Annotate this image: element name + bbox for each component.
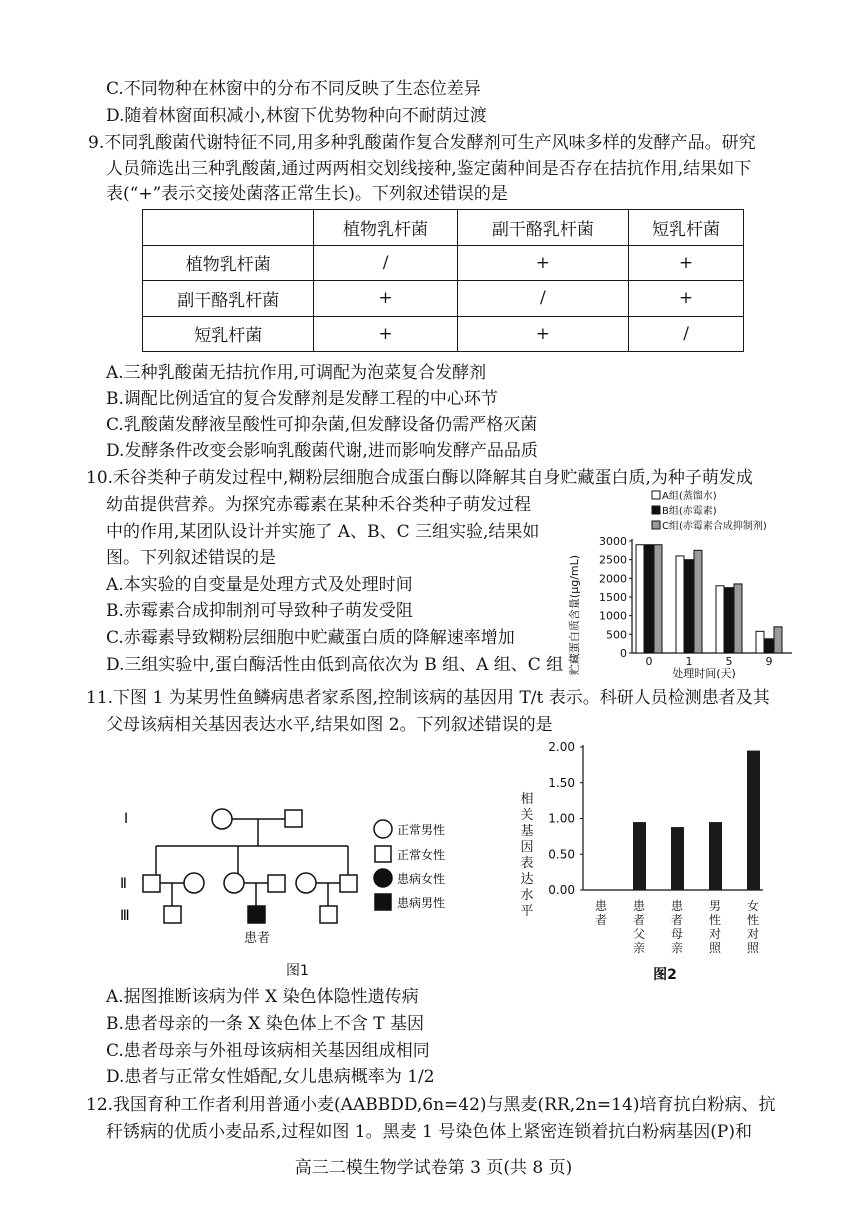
q9-option-b: B.调配比例适宜的复合发酵剂是发酵工程的中心环节 bbox=[106, 389, 498, 409]
q11-option-b: B.患者母亲的一条 X 染色体上不含 T 基因 bbox=[106, 1014, 424, 1034]
q9-result-table bbox=[142, 209, 744, 352]
normal-male-icon bbox=[296, 873, 316, 893]
normal-male-icon bbox=[212, 809, 232, 829]
y-tick-label: 2500 bbox=[599, 553, 627, 567]
q11-stem-line1: 11.下图 1 为某男性鱼鳞病患者家系图,控制该病的基因用 T/t 表示。科研人员检测患者及其 bbox=[86, 688, 770, 708]
table-cell: + bbox=[314, 281, 457, 317]
pedigree-lines bbox=[156, 819, 348, 906]
bar bbox=[685, 560, 693, 653]
x-tick-label: 1 bbox=[685, 655, 693, 668]
category-labels bbox=[595, 898, 760, 955]
normal-female-icon bbox=[340, 875, 357, 892]
y-tick-label: 1.00 bbox=[548, 811, 575, 826]
q12-stem-line1: 12.我国育种工作者利用普通小麦(AABBDD,6n=42)与黑麦(RR,2n=14)培育抗白粉病、抗 bbox=[86, 1095, 776, 1115]
table-header-row bbox=[143, 210, 744, 246]
y-label-char: 关 bbox=[520, 808, 534, 823]
y-axis-label bbox=[520, 791, 533, 919]
table-header: 副干酪乳杆菌 bbox=[457, 210, 628, 246]
bar bbox=[676, 556, 684, 653]
generation-label: Ⅰ bbox=[124, 811, 129, 827]
table-cell: + bbox=[457, 245, 628, 281]
table-row bbox=[143, 245, 744, 281]
affected-male-icon bbox=[375, 894, 391, 910]
bar bbox=[694, 550, 702, 653]
normal-female-icon bbox=[285, 810, 302, 827]
q8-option-d: D.随着林窗面积减小,林窗下优势物种向不耐荫过渡 bbox=[106, 106, 487, 126]
table-cell: / bbox=[457, 281, 628, 317]
x-tick-label: 女性对照 bbox=[746, 899, 760, 955]
y-label-char: 相 bbox=[520, 792, 534, 807]
legend-label: 患病男性 bbox=[397, 896, 446, 910]
normal-female-icon bbox=[375, 846, 391, 862]
x-tick-label: 5 bbox=[725, 655, 733, 668]
normal-male-icon bbox=[374, 820, 392, 838]
x-tick-label: 患者母亲 bbox=[670, 899, 684, 955]
pedigree-figure bbox=[110, 795, 460, 980]
y-tick-label: 500 bbox=[606, 628, 627, 642]
bar bbox=[716, 586, 724, 653]
table-cell: 短乳杆菌 bbox=[143, 316, 314, 352]
figure-caption: 图1 bbox=[286, 963, 309, 979]
table-row bbox=[143, 316, 744, 352]
q10-option-b: B.赤霉素合成抑制剂可导致种子萌发受阻 bbox=[106, 601, 413, 621]
q10-option-c: C.赤霉素导致糊粉层细胞中贮藏蛋白质的降解速率增加 bbox=[106, 628, 515, 648]
table-header: 短乳杆菌 bbox=[629, 210, 744, 246]
q10-option-d: D.三组实验中,蛋白酶活性由低到高依次为 B 组、A 组、C 组 bbox=[106, 655, 564, 675]
normal-female-icon bbox=[143, 875, 160, 892]
chart-title: 图2 bbox=[653, 967, 677, 983]
chart-axes bbox=[548, 740, 763, 897]
y-tick-label: 0.00 bbox=[548, 883, 575, 897]
y-tick-label: 1.50 bbox=[548, 775, 575, 790]
legend-label: 患病女性 bbox=[397, 872, 446, 886]
table-cell: + bbox=[629, 245, 744, 281]
bar bbox=[636, 545, 644, 653]
y-axis-label: 贮藏蛋白质含量(μg/mL) bbox=[568, 554, 581, 676]
y-label-char: 平 bbox=[520, 904, 534, 919]
chart-bars bbox=[636, 545, 782, 653]
table-cell: + bbox=[457, 316, 628, 352]
q11-stem-line2: 父母该病相关基因表达水平,结果如图 2。下列叙述错误的是 bbox=[106, 715, 553, 735]
q10-stem-line4: 图。下列叙述错误的是 bbox=[106, 548, 276, 568]
bar bbox=[709, 822, 722, 890]
bar bbox=[671, 827, 684, 890]
q10-option-a: A.本实验的自变量是处理方式及处理时间 bbox=[106, 575, 413, 595]
normal-female-icon bbox=[320, 906, 337, 923]
table-header: 植物乳杆菌 bbox=[314, 210, 457, 246]
bar bbox=[725, 588, 733, 653]
chart-legend bbox=[652, 490, 767, 532]
table-cell: 植物乳杆菌 bbox=[143, 245, 314, 281]
table-row bbox=[143, 281, 744, 317]
table-cell: + bbox=[629, 281, 744, 317]
legend-label: C组(赤霉素合成抑制剂) bbox=[662, 521, 767, 532]
bar bbox=[734, 584, 742, 653]
bar bbox=[645, 545, 653, 653]
y-tick-label: 2000 bbox=[599, 572, 627, 586]
x-tick-label: 男性对照 bbox=[708, 899, 722, 955]
q9-stem-line1: 9.不同乳酸菌代谢特征不同,用多种乳酸菌作复合发酵剂可生产风味多样的发酵产品。研究 bbox=[88, 133, 756, 153]
bar bbox=[765, 639, 773, 653]
q10-stem-line1: 10.禾谷类种子萌发过程中,糊粉层细胞合成蛋白酶以降解其自身贮藏蛋白质,为种子萌发成 bbox=[86, 468, 753, 488]
y-tick-label: 2.00 bbox=[548, 740, 575, 754]
x-axis-label: 处理时间(天) bbox=[672, 667, 736, 680]
affected-female-icon bbox=[374, 869, 392, 887]
x-tick-label: 0 bbox=[645, 655, 653, 668]
y-label-char: 基 bbox=[520, 824, 534, 839]
x-tick-label: 患者父亲 bbox=[632, 899, 646, 955]
normal-female-icon bbox=[164, 906, 181, 923]
q9-option-d: D.发酵条件改变会影响乳酸菌代谢,进而影响发酵产品品质 bbox=[106, 441, 538, 461]
q10-stem-line2: 幼苗提供营养。为探究赤霉素在某种禾谷类种子萌发过程 bbox=[106, 495, 531, 515]
generation-label: Ⅱ bbox=[120, 876, 127, 892]
y-tick-label: 0.50 bbox=[548, 847, 575, 862]
bar bbox=[774, 627, 782, 653]
q11-option-d: D.患者与正常女性婚配,女儿患病概率为 1/2 bbox=[106, 1067, 435, 1087]
legend-swatch bbox=[652, 491, 660, 499]
y-tick-label: 1000 bbox=[599, 609, 627, 623]
affected-male-icon bbox=[248, 906, 265, 923]
q12-stem-line2: 秆锈病的优质小麦品系,过程如图 1。黑麦 1 号染色体上紧密连锁着抗白粉病基因(P)和 bbox=[106, 1122, 752, 1142]
q9-option-c: C.乳酸菌发酵液呈酸性可抑杂菌,但发酵设备仍需严格灭菌 bbox=[106, 415, 538, 435]
table-cell: + bbox=[314, 316, 457, 352]
table-cell: / bbox=[314, 245, 457, 281]
page-footer: 高三二模生物学试卷第 3 页(共 8 页) bbox=[294, 1158, 573, 1178]
y-tick-label: 1500 bbox=[599, 591, 627, 604]
bar bbox=[756, 631, 764, 653]
q9-stem-line3: 表(“+”表示交接处菌落正常生长)。下列叙述错误的是 bbox=[106, 184, 508, 204]
bar bbox=[654, 545, 662, 653]
q9-stem-line2: 人员筛选出三种乳酸菌,通过两两相交划线接种,鉴定菌种间是否存在拮抗作用,结果如下 bbox=[106, 159, 752, 179]
table-cell: / bbox=[629, 316, 744, 352]
y-tick-label: 0 bbox=[620, 647, 627, 660]
normal-male-icon bbox=[184, 873, 204, 893]
y-tick-label: 3000 bbox=[599, 535, 627, 548]
q11-option-a: A.据图推断该病为伴 X 染色体隐性遗传病 bbox=[106, 987, 419, 1007]
legend-swatch bbox=[652, 521, 660, 529]
normal-male-icon bbox=[224, 873, 244, 893]
q10-bar-chart bbox=[564, 490, 794, 682]
normal-female-icon bbox=[268, 875, 285, 892]
legend-label: A组(蒸馏水) bbox=[662, 491, 717, 502]
bar bbox=[747, 751, 760, 890]
y-label-char: 达 bbox=[520, 872, 534, 887]
legend-swatch bbox=[652, 506, 660, 514]
q11-option-c: C.患者母亲与外祖母该病相关基因组成相同 bbox=[106, 1041, 430, 1061]
legend-label: B组(赤霉素) bbox=[662, 506, 717, 517]
q8-option-c: C.不同物种在林窗中的分布不同反映了生态位差异 bbox=[106, 79, 481, 99]
y-label-char: 表 bbox=[520, 856, 534, 871]
legend-label: 正常男性 bbox=[397, 823, 446, 837]
q11-bar-chart bbox=[515, 735, 765, 985]
patient-label: 患者 bbox=[244, 931, 271, 946]
x-tick-label: 9 bbox=[765, 655, 773, 668]
legend-label: 正常女性 bbox=[397, 848, 446, 862]
generation-label: Ⅲ bbox=[120, 908, 130, 924]
table-cell: 副干酪乳杆菌 bbox=[143, 281, 314, 317]
q10-stem-line3: 中的作用,某团队设计并实施了 A、B、C 三组实验,结果如 bbox=[106, 522, 540, 542]
q9-option-a: A.三种乳酸菌无拮抗作用,可调配为泡菜复合发酵剂 bbox=[106, 363, 487, 383]
y-label-char: 因 bbox=[520, 840, 534, 855]
table-cell bbox=[143, 210, 314, 246]
y-label-char: 水 bbox=[520, 888, 534, 903]
chart-bars bbox=[633, 751, 760, 890]
x-tick-label: 患者 bbox=[594, 899, 608, 927]
bar bbox=[633, 822, 646, 890]
